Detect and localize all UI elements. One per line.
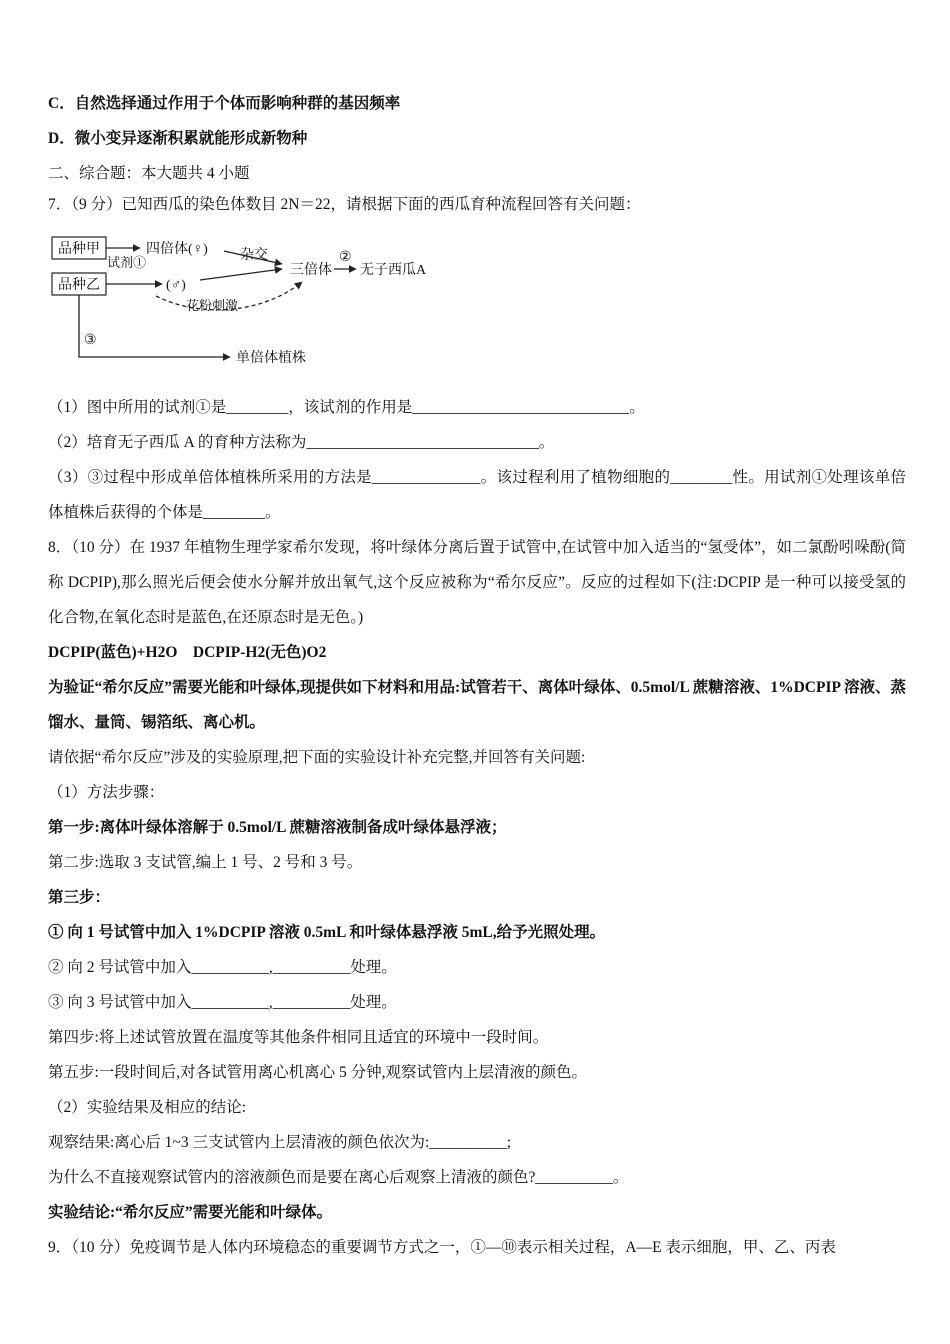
option-c: C．自然选择通过作用于个体而影响种群的基因频率 bbox=[48, 95, 401, 112]
q7-blank-3: （3）③过程中形成单倍体植株所采用的方法是______________。该过程利用了植物细胞的________性。用试剂①处理该单倍体植株后获得的个体是________。 bbox=[48, 469, 906, 521]
experiment-conclusion: 实验结论:“希尔反应”需要光能和叶绿体。 bbox=[48, 1204, 333, 1221]
breeding-flow-svg bbox=[50, 232, 480, 374]
arrow-cross-bottom bbox=[200, 269, 282, 280]
option-d: D．微小变异逐渐积累就能形成新物种 bbox=[48, 130, 308, 147]
hill-reaction-formula: DCPIP(蓝色)+H2O DCPIP-H2(无色)O2 bbox=[48, 644, 327, 661]
results-header: （2）实验结果及相应的结论: bbox=[48, 1099, 247, 1116]
breeding-flow-diagram bbox=[50, 232, 906, 374]
observation-result: 观察结果:离心后 1~3 三支试管内上层清液的颜色依次为:__________; bbox=[48, 1134, 512, 1151]
step-3-item-1: ① 向 1 号试管中加入 1%DCPIP 溶液 0.5mL 和叶绿体悬浮液 5mL,给予光照处理。 bbox=[48, 924, 606, 941]
step-3-header: 第三步： bbox=[48, 889, 111, 906]
circle-3-label: ③ bbox=[84, 333, 97, 348]
question-8-intro: 8．（10 分）在 1937 年植物生理学家希尔发现，将叶绿体分离后置于试管中,在试管中加入适当的“氢受体”，如二氯酚吲哚酚(简称 DCPIP),那么照光后便会使水分解并放出氧气,这个反应被称为“希尔反应”。反应的过程如下(注:DCPIP 是一种可以接受氢的化合物,在氧化态时是蓝色,在还原态时是无色。) bbox=[48, 539, 906, 626]
step-1: 第一步:离体叶绿体溶解于 0.5mol/L 蔗糖溶液制备成叶绿体悬浮液； bbox=[48, 819, 507, 836]
step-3-item-3: ③ 向 3 号试管中加入__________,__________处理。 bbox=[48, 994, 397, 1011]
circle-2-label: ② bbox=[339, 250, 352, 265]
step-3-item-2: ② 向 2 号试管中加入__________,__________处理。 bbox=[48, 959, 397, 976]
step-2: 第二步:选取 3 支试管,编上 1 号、2 号和 3 号。 bbox=[48, 854, 363, 871]
pollen-stimulus-label: 花粉刺激 bbox=[186, 298, 239, 313]
question-7: 7．（9 分）已知西瓜的染色体数目 2N＝22，请根据下面的西瓜育种流程回答有关问题： bbox=[48, 196, 641, 213]
male-label: (♂) bbox=[166, 278, 186, 293]
triploid-label: 三倍体 bbox=[290, 263, 332, 278]
reagent-1-label: 试剂① bbox=[107, 255, 147, 270]
materials-line: 为验证“希尔反应”需要光能和叶绿体,现提供如下材料和用品:试管若干、离体叶绿体、0.5mol/L 蔗糖溶液、1%DCPIP 溶液、蒸馏水、量筒、锡箔纸、离心机。 bbox=[48, 679, 906, 731]
seedless-watermelon-label: 无子西瓜A bbox=[360, 263, 427, 278]
q7-blank-2: （2）培育无子西瓜 A 的育种方法称为______________________________。 bbox=[48, 434, 555, 451]
step-5: 第五步:一段时间后,对各试管用离心机离心 5 分钟,观察试管内上层清液的颜色。 bbox=[48, 1064, 588, 1081]
instructions-line: 请依据“希尔反应”涉及的实验原理,把下面的实验设计补充完整,并回答有关问题: bbox=[48, 749, 586, 766]
q7-blank-1: （1）图中所用的试剂①是________，该试剂的作用是____________________________。 bbox=[48, 399, 645, 416]
method-steps-header: （1）方法步骤： bbox=[48, 784, 165, 801]
why-centrifuge-question: 为什么不直接观察试管内的溶液颜色而是要在离心后观察上清液的颜色?__________。 bbox=[48, 1169, 629, 1186]
section-2-header: 二、综合题：本大题共 4 小题 bbox=[48, 165, 250, 182]
cross-label: 杂交 bbox=[240, 248, 268, 263]
step-4: 第四步:将上述试管放置在温度等其他条件相同且适宜的环境中一段时间。 bbox=[48, 1029, 549, 1046]
question-9: 9．（10 分）免疫调节是人体内环境稳态的重要调节方式之一，①—⑩表示相关过程，A—E 表示细胞，甲、乙、丙表 bbox=[48, 1239, 836, 1256]
breed-a-label: 品种甲 bbox=[58, 242, 100, 257]
tetraploid-label: 四倍体(♀) bbox=[146, 242, 208, 257]
breed-b-label: 品种乙 bbox=[58, 278, 100, 293]
haploid-plant-label: 单倍体植株 bbox=[236, 351, 306, 366]
